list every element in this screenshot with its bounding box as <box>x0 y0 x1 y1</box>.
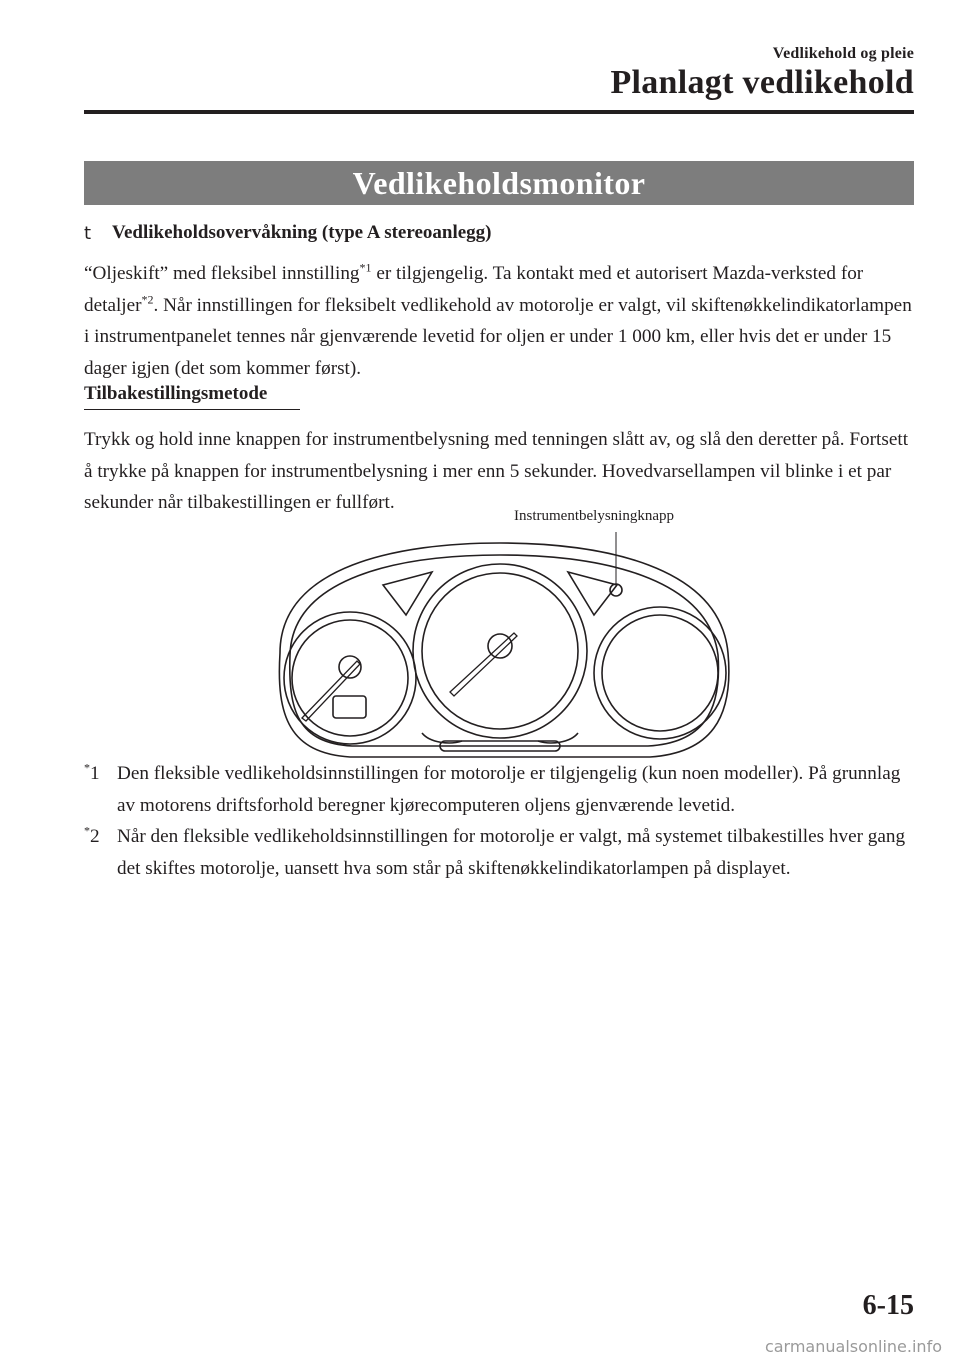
footnote-1: *1 Den fleksible vedlikeholdsinnstillingen for motorolje er tilgjengelig (kun noen modeller). På grunnlag av motorens driftsforhold beregner kjørecomputeren oljens gjenværende levetid. <box>84 760 901 816</box>
footnote-ref-1: *1 <box>359 260 372 275</box>
page-title: Planlagt vedlikehold <box>610 64 914 101</box>
page-number: 6-15 <box>862 1290 914 1321</box>
instrument-cluster-icon <box>250 505 750 775</box>
subheading-text: Vedlikeholdsovervåkning (type A stereoanlegg) <box>112 222 492 243</box>
watermark: carmanualsonline.info <box>764 1337 942 1356</box>
section-title: Vedlikeholdsmonitor <box>352 164 646 201</box>
subheading <box>84 222 492 244</box>
footnote-1-text: Den fleksible vedlikeholdsinnstillingen for motorolje er tilgjengelig (kun noen modeller). På grunnlag av motorens driftsforhold beregner kjørecomputeren oljens gjenværende levetid. <box>117 763 901 816</box>
footnote-2: *2 Når den fleksible vedlikeholdsinnstillingen for motorolje er valgt, må systemet tilbakestilles hver gang det skiftes motorolje, uansett hva som står på skiftenøkkelindikatorlampen på displayet. <box>84 823 906 879</box>
method-title: Tilbakestillingsmetode <box>84 383 268 404</box>
intro-paragraph: “Oljeskift” med fleksibel innstilling$^{*1}$ er tilgjengelig. Ta kontakt med et autorisert Mazda-verksted for detaljer$^{*2}$. Når innstillingen for fleksibelt vedlikehold av motorolje er valgt, vil skiftenøkkelindikatorlampen i instrumentpanelet tennes når gjenværende levetid for oljen er under 1 000 km, eller hvis det er under 15 dager igjen (det som kommer først). <box>84 260 912 379</box>
cluster-outer-housing <box>279 543 729 757</box>
method-title-underline <box>84 409 300 410</box>
method-paragraph: Trykk og hold inne knappen for instrumentbelysning med tenningen slått av, og slå den deretter på. Fortsett å trykke på knappen for instrumentbelysning i mer enn 5 sekunder. Hovedvarsellampen vil blinke i et par sekunder når tilbakestillingen er fullført. <box>84 429 909 513</box>
chapter-title: Vedlikehold og pleie <box>772 45 914 62</box>
footnotes <box>84 758 916 884</box>
center-gauge-outer-ring <box>413 564 587 738</box>
header-divider <box>84 110 914 114</box>
left-gauge-needle <box>302 661 360 721</box>
left-gauge-display-window <box>333 696 366 718</box>
bullet-icon: t <box>84 222 92 244</box>
figure-callout-label: Instrumentbelysningknapp <box>514 508 674 524</box>
footnote-ref-2: *2 <box>141 292 154 307</box>
center-gauge-inner-ring <box>422 573 578 729</box>
right-gauge-inner-ring <box>602 615 718 731</box>
center-gauge-needle <box>450 633 517 696</box>
section-title-band <box>84 161 914 205</box>
right-gauge-outer-ring <box>594 607 726 739</box>
footnote-2-text: Når den fleksible vedlikeholdsinnstillingen for motorolje er valgt, må systemet tilbakestilles hver gang det skiftes motorolje, uansett hva som står på skiftenøkkelindikatorlampen på displayet. <box>117 826 906 879</box>
